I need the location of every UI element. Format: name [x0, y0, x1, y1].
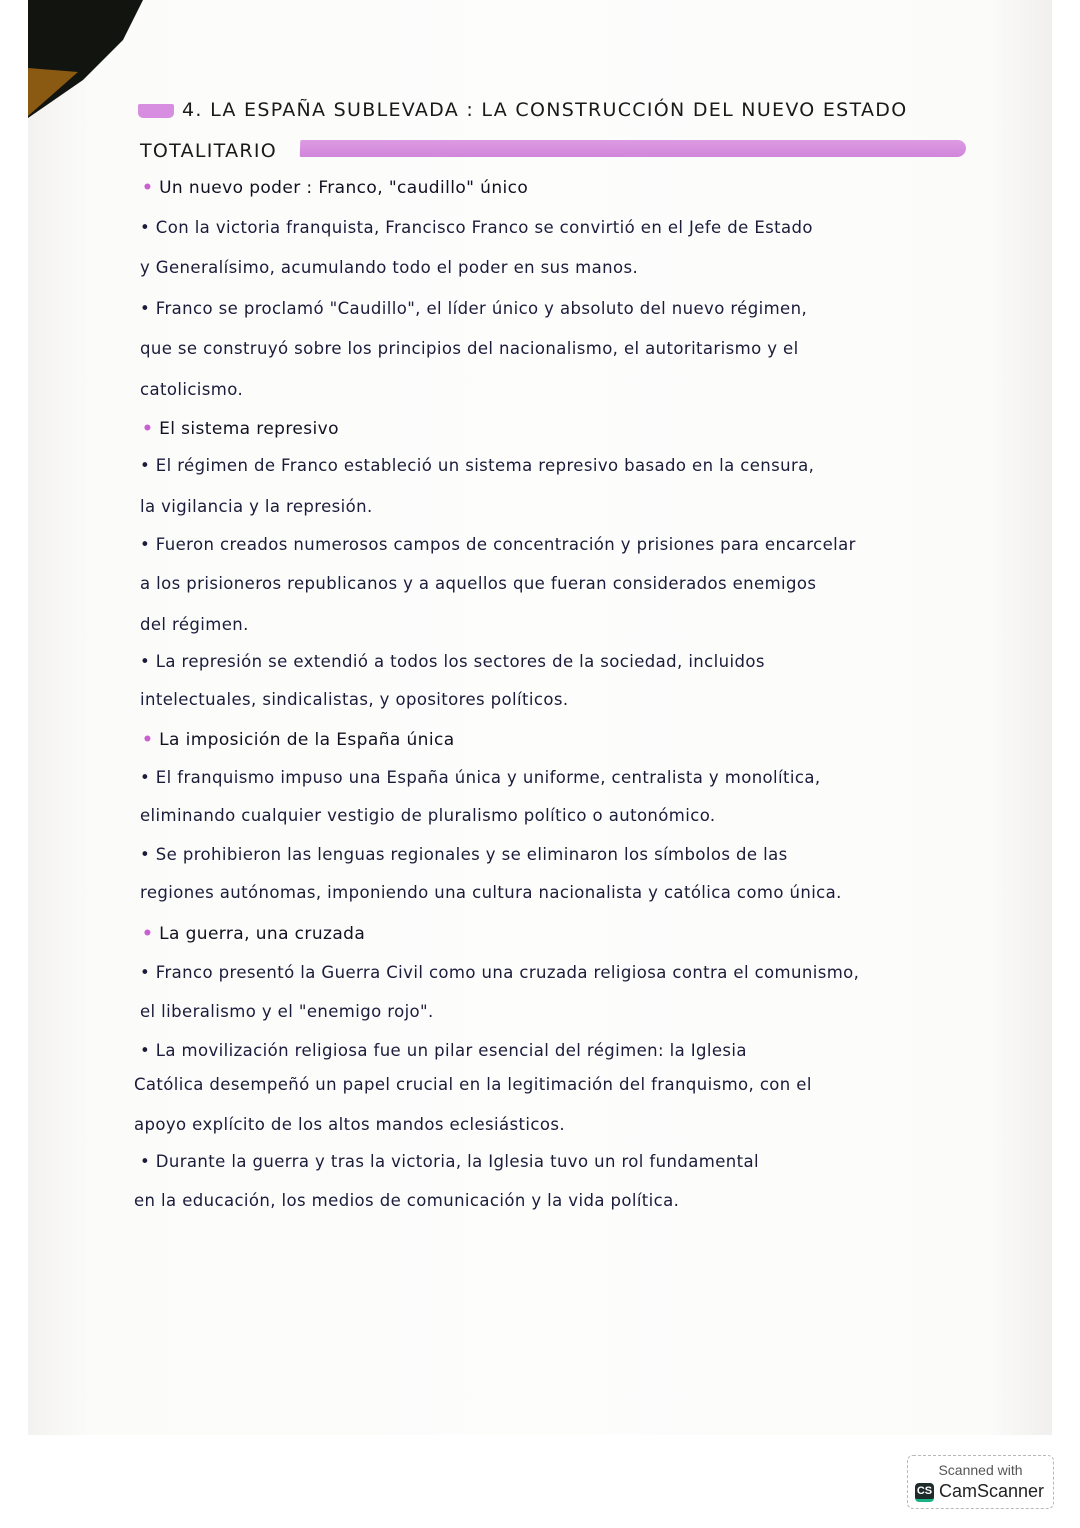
text-line: el liberalismo y el "enemigo rojo". [140, 1002, 434, 1021]
section-heading: • El sistema represivo [142, 419, 339, 439]
text-line: regiones autónomas, imponiendo una cultura nacionalista y católica como única. [140, 883, 842, 902]
text-line: • Fueron creados numerosos campos de concentración y prisiones para encarcelar [140, 535, 856, 554]
section-heading: • La guerra, una cruzada [142, 924, 366, 944]
text-line: • Con la victoria franquista, Francisco Franco se convirtió en el Jefe de Estado [140, 218, 813, 237]
section-heading: • La imposición de la España única [142, 730, 455, 750]
text-line: • El franquismo impuso una España única y uniforme, centralista y monolítica, [140, 768, 821, 787]
text-line: • Se prohibieron las lenguas regionales y se eliminaron los símbolos de las [140, 845, 788, 864]
text-line: a los prisioneros republicanos y a aquellos que fueran considerados enemigos [140, 574, 817, 593]
text-line: catolicismo. [140, 380, 244, 399]
camscanner-logo-icon: CS [915, 1483, 934, 1502]
bullet-icon: • [142, 730, 154, 750]
page-title: 4. LA ESPAÑA SUBLEVADA : LA CONSTRUCCIÓN DEL NUEVO ESTADO [182, 99, 908, 121]
text-line: apoyo explícito de los altos mandos eclesiásticos. [134, 1115, 565, 1134]
text-line: y Generalísimo, acumulando todo el poder en sus manos. [140, 258, 639, 277]
text-line: • Franco se proclamó "Caudillo", el líder único y absoluto del nuevo régimen, [140, 299, 808, 318]
bullet-icon: • [142, 924, 154, 944]
page-title-continued: TOTALITARIO [140, 140, 278, 162]
text-line: • Franco presentó la Guerra Civil como una cruzada religiosa contra el comunismo, [140, 963, 860, 982]
text-line: Católica desempeñó un papel crucial en la legitimación del franquismo, con el [134, 1075, 812, 1094]
highlight-marker-bar [300, 140, 967, 157]
watermark-caption: Scanned with [938, 1462, 1023, 1478]
text-line: • La movilización religiosa fue un pilar esencial del régimen: la Iglesia [140, 1041, 747, 1060]
text-line: • La represión se extendió a todos los sectores de la sociedad, incluidos [140, 652, 765, 671]
text-line: del régimen. [140, 615, 249, 634]
text-line: intelectuales, sindicalistas, y opositores políticos. [140, 690, 569, 709]
text-line: eliminando cualquier vestigio de pluralismo político o autonómico. [140, 806, 716, 825]
text-line: • El régimen de Franco estableció un sistema represivo basado en la censura, [140, 456, 815, 475]
highlight-marker-box [138, 104, 174, 118]
bullet-icon: • [142, 419, 154, 439]
text-line: que se construyó sobre los principios del nacionalismo, el autoritarismo y el [140, 339, 799, 358]
text-line: • Durante la guerra y tras la victoria, la Iglesia tuvo un rol fundamental [140, 1152, 759, 1171]
page-corner-shadow [28, 0, 148, 118]
camscanner-watermark [907, 1455, 1054, 1509]
text-line: en la educación, los medios de comunicación y la vida política. [134, 1191, 680, 1210]
watermark-brand: CamScanner [939, 1481, 1045, 1501]
bullet-icon: • [142, 178, 154, 198]
notebook-page [28, 0, 1052, 1435]
text-line: la vigilancia y la represión. [140, 497, 373, 516]
section-heading: • Un nuevo poder : Franco, "caudillo" único [142, 178, 529, 198]
